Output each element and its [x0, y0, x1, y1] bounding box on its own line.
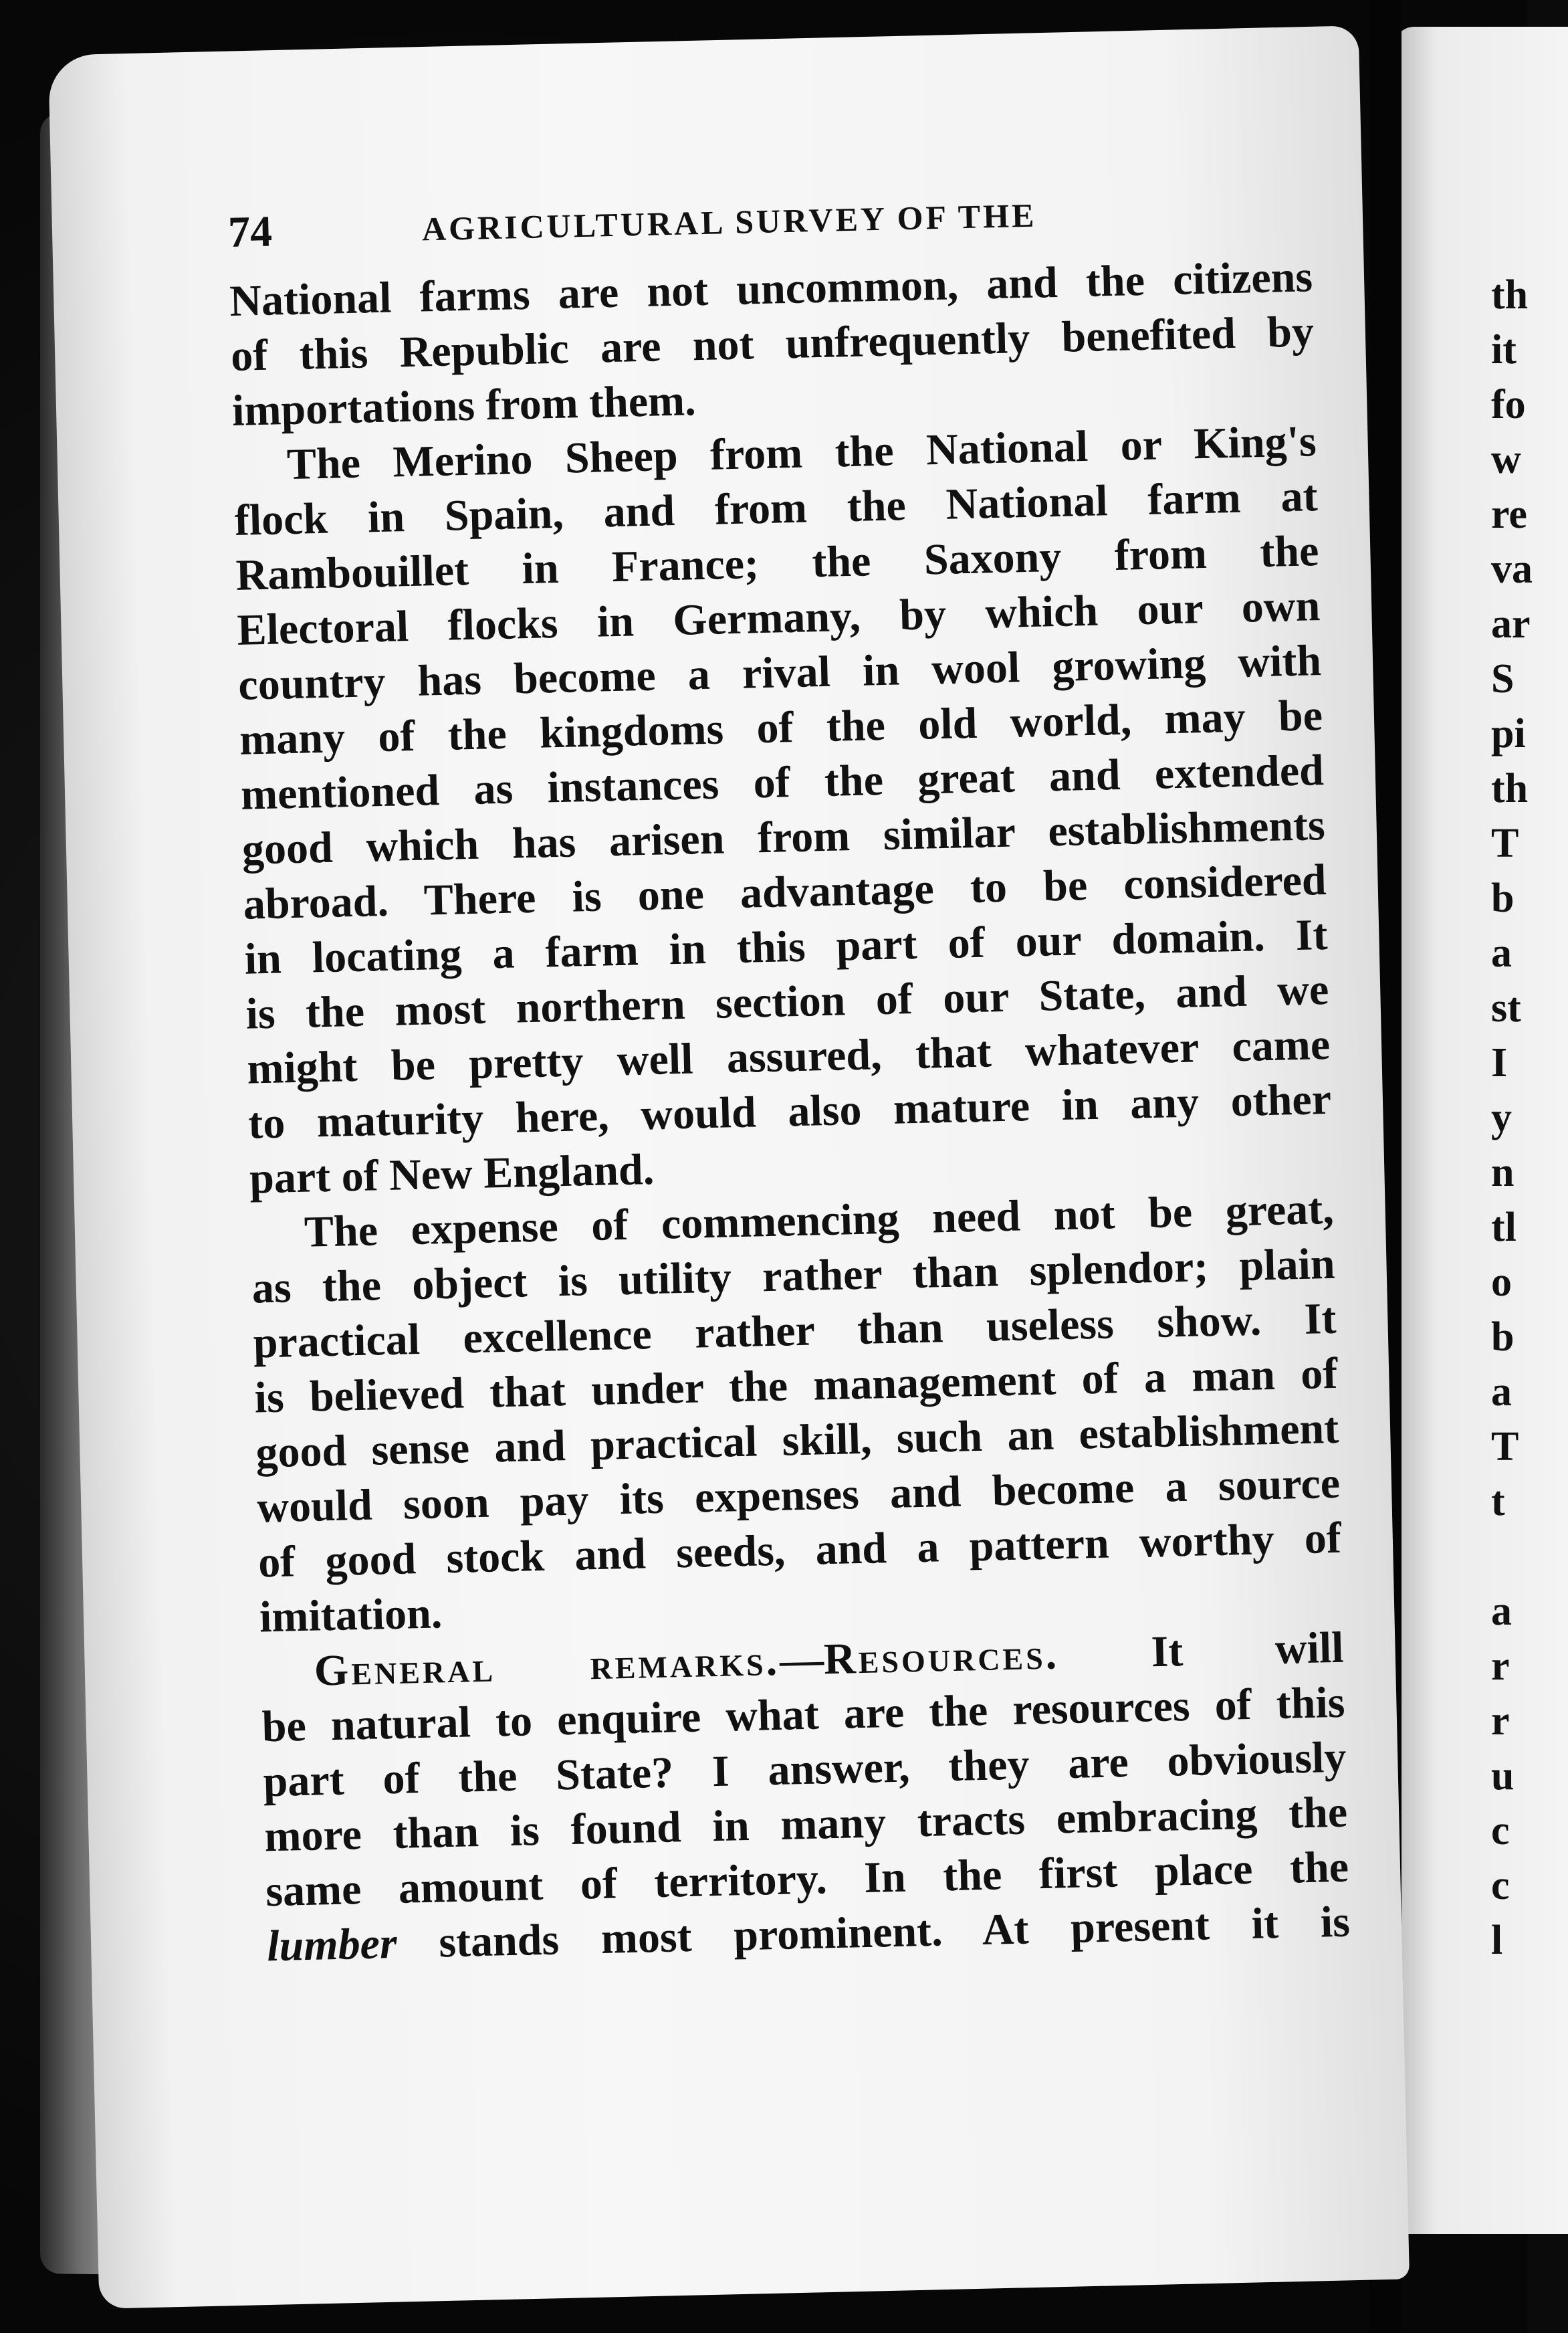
text-line: might be pretty well assured, that whatever came	[246, 1019, 1331, 1094]
facing-page-fragment: a	[1491, 930, 1512, 976]
text-line: of this Republic are not unfrequently benefited by	[230, 307, 1315, 381]
paragraph-4	[260, 1621, 1351, 1974]
section-heading-resources: Resources.	[823, 1629, 1060, 1684]
facing-page-fragment: it	[1491, 327, 1517, 373]
facing-page-fragment: I	[1491, 1040, 1508, 1086]
text-line: abroad. There is one advantage to be considered	[243, 855, 1327, 929]
facing-page-fragment: n	[1491, 1150, 1515, 1195]
facing-page-fragment: T	[1491, 1424, 1519, 1469]
text-line: in locating a farm in this part of our domain. It	[243, 910, 1329, 984]
facing-page-fragment: va	[1491, 546, 1533, 592]
facing-page-fragment: c	[1491, 1808, 1510, 1853]
facing-page-fragment: b	[1491, 876, 1515, 921]
text-line: would soon pay its expenses and become a source	[256, 1458, 1341, 1532]
text-line: practical excellence rather than useless show. It	[252, 1294, 1337, 1368]
facing-page-fragment: r	[1491, 1643, 1510, 1689]
facing-page-fragment: re	[1491, 492, 1527, 537]
text-line: is the most northern section of our State, and we	[245, 965, 1330, 1039]
section-heading-general-remarks: General remarks.	[314, 1635, 780, 1696]
text-line: Electoral flocks in Germany, by which our own	[236, 581, 1321, 655]
text-line: flock in Spain, and from the National farm at	[234, 472, 1319, 545]
facing-page-fragment: fo	[1491, 382, 1526, 427]
running-head: AGRICULTURAL SURVEY OF THE	[421, 196, 1037, 248]
paragraph-1	[229, 249, 1315, 439]
text-line: good sense and practical skill, such an establishment	[255, 1403, 1339, 1478]
text-line: many of the kingdoms of the old world, may be	[239, 691, 1323, 765]
text-line: Rambouillet in France; the Saxony from the	[235, 526, 1320, 600]
text-line: as the object is utility rather than splendor; plain	[251, 1239, 1336, 1313]
facing-page-fragment: r	[1491, 1698, 1510, 1744]
text-line: is believed that under the management of a man of	[253, 1348, 1339, 1423]
facing-page-fragment: l	[1491, 1918, 1503, 1963]
facing-page-fragment: w	[1491, 437, 1521, 482]
facing-page-fragment: pi	[1491, 711, 1526, 756]
text-line: of good stock and seeds, and a pattern worthy of	[257, 1513, 1342, 1587]
text-line: imitation.	[259, 1589, 443, 1642]
facing-page-fragment: S	[1491, 656, 1515, 702]
facing-page-fragment: a	[1491, 1589, 1512, 1634]
facing-page-fragment: a	[1491, 1369, 1512, 1415]
facing-page-fragment: T	[1491, 821, 1519, 866]
text-line: part of New England.	[249, 1144, 655, 1203]
page-text-block	[227, 176, 1351, 1974]
paragraph-3	[250, 1182, 1343, 1645]
facing-page-fragment: t	[1491, 1479, 1505, 1524]
facing-page-text	[1491, 268, 1545, 1968]
text-line: National farms are not uncommon, and the citizens	[229, 252, 1313, 326]
text-line: mentioned as instances of the great and extended	[240, 746, 1325, 819]
facing-page-fragment: b	[1491, 1314, 1515, 1360]
facing-page-fragment: y	[1491, 1095, 1512, 1140]
text-run: stands most prominent. At present it is	[396, 1897, 1351, 1968]
text-line: The expense of commencing need not be great,	[304, 1184, 1335, 1257]
text-line: good which has arisen from similar establishments	[241, 801, 1326, 874]
page-number: 74	[227, 207, 273, 257]
text-line: The Merino Sheep from the National or King's	[286, 417, 1317, 490]
text-line: part of the State? I answer, they are obviously	[262, 1732, 1347, 1807]
facing-page-fragment: tl	[1491, 1205, 1517, 1250]
facing-page-fragment: o	[1491, 1259, 1512, 1305]
text-line: importations from them.	[231, 376, 697, 435]
text-line: country has become a rival in wool growing with	[237, 636, 1322, 710]
italic-word-lumber: lumber	[266, 1918, 398, 1971]
text-line: be natural to enquire what are the resources of this	[261, 1678, 1346, 1752]
text-line: to maturity here, would also mature in any other	[247, 1074, 1332, 1148]
text-line: same amount of territory. In the first place the	[265, 1842, 1349, 1916]
text-line: more than is found in many tracts embracing the	[263, 1787, 1348, 1861]
facing-page-fragment	[1491, 1529, 1545, 1584]
paragraph-2	[233, 414, 1333, 1206]
facing-page-fragment: th	[1491, 766, 1529, 811]
facing-page-fragment: u	[1491, 1753, 1515, 1799]
facing-page-fragment: c	[1491, 1863, 1510, 1908]
facing-page-fragment: st	[1491, 985, 1521, 1031]
em-dash: —	[779, 1635, 824, 1685]
facing-page-fragment: th	[1491, 272, 1529, 318]
facing-page-fragment: ar	[1491, 601, 1531, 647]
text-run: It will	[1058, 1623, 1345, 1679]
